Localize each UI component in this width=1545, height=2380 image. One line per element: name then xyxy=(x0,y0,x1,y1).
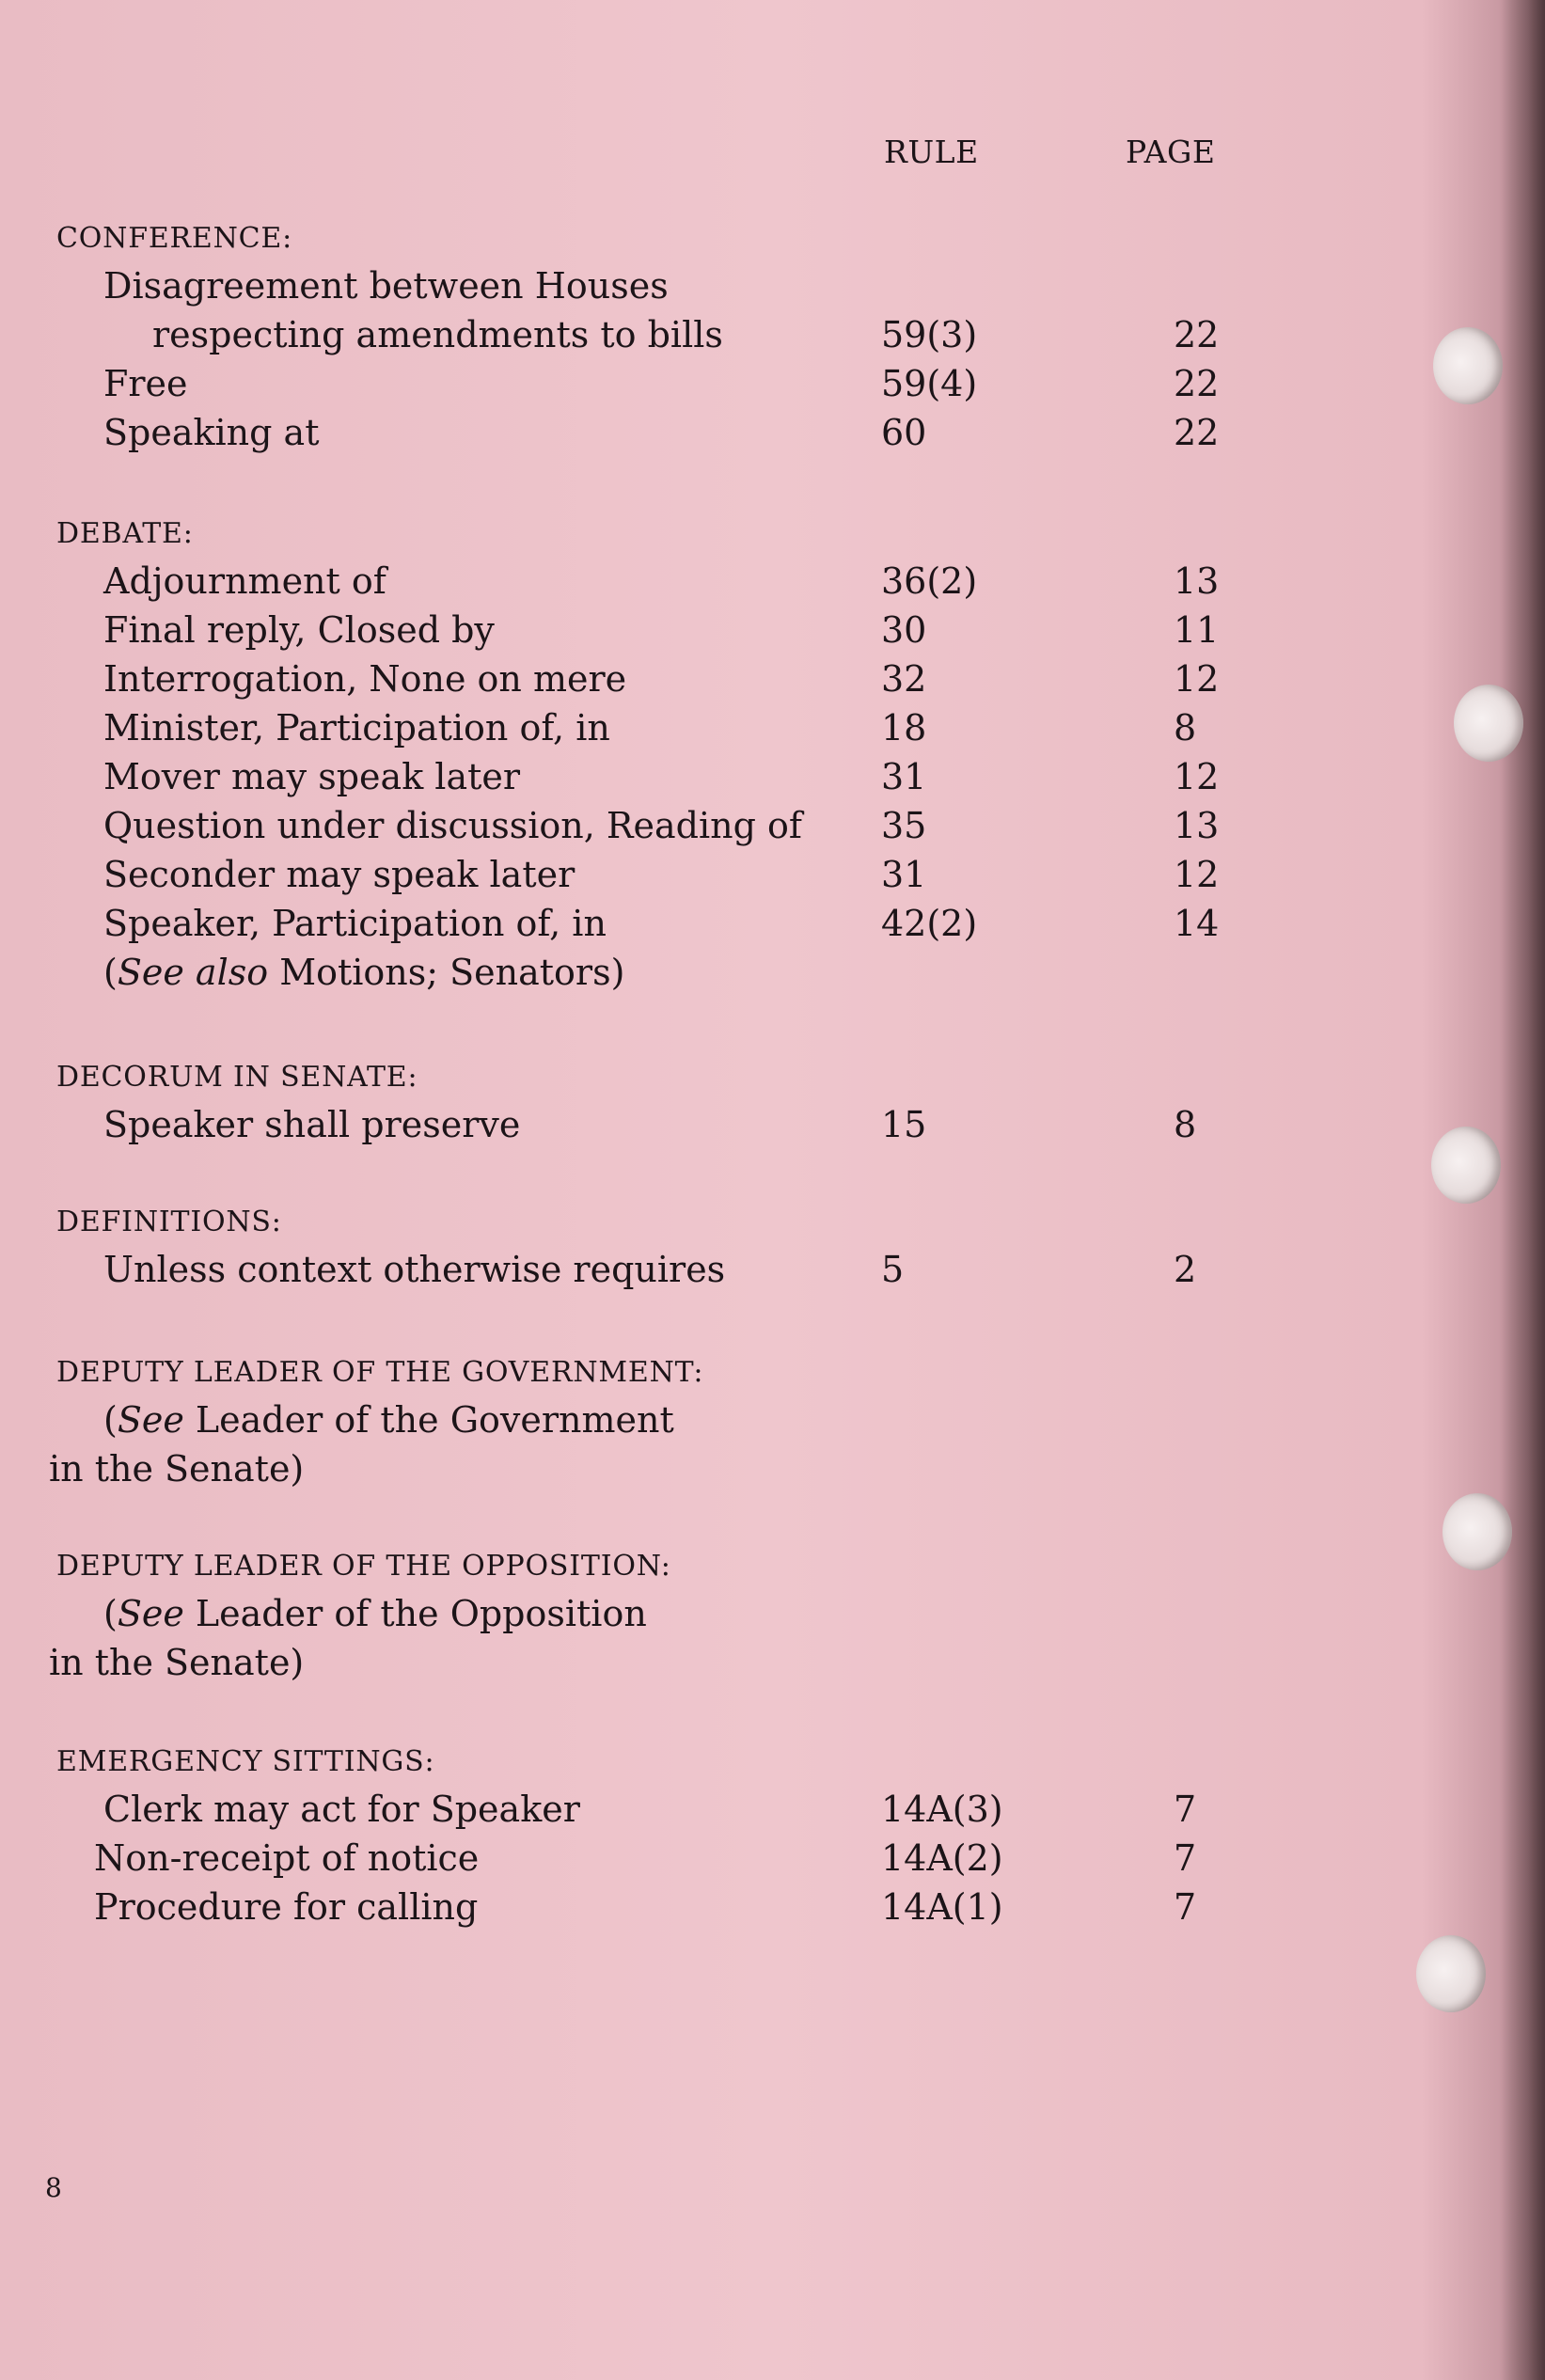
column-header-rule: RULE xyxy=(884,134,979,170)
binder-hole-icon xyxy=(1416,1935,1486,2012)
see-reference xyxy=(0,1593,1316,1640)
index-entry xyxy=(0,412,1316,459)
index-entry xyxy=(0,1104,1316,1151)
entry-label: Minister, Participation of, in xyxy=(103,707,610,749)
entry-rule: 5 xyxy=(881,1249,905,1290)
binder-hole-icon xyxy=(1433,327,1503,404)
section-title: CONFERENCE: xyxy=(56,222,293,255)
index-entry xyxy=(0,854,1316,901)
index-entry xyxy=(0,805,1316,852)
index-entry xyxy=(0,1789,1316,1836)
see-text-continued: in the Senate) xyxy=(49,1448,305,1489)
entry-rule: 14A(3) xyxy=(881,1789,1003,1830)
index-entry xyxy=(0,1886,1316,1933)
entry-label: Interrogation, None on mere xyxy=(103,658,627,700)
entry-page: 8 xyxy=(1174,1104,1197,1145)
entry-rule: 36(2) xyxy=(881,560,978,602)
entry-label: Question under discussion, Reading of xyxy=(103,805,802,846)
index-entry xyxy=(0,707,1316,754)
see-text: (See Leader of the Opposition xyxy=(103,1593,647,1634)
entry-label: Disagreement between Houses xyxy=(103,265,669,307)
binder-hole-icon xyxy=(1431,1127,1501,1204)
see-reference-continued xyxy=(0,1448,1316,1495)
entry-rule: 31 xyxy=(881,756,927,797)
see-target: Leader of the Opposition xyxy=(183,1593,647,1634)
entry-rule: 59(3) xyxy=(881,314,978,355)
entry-page: 11 xyxy=(1174,609,1220,651)
entry-rule: 14A(1) xyxy=(881,1886,1003,1928)
see-also-word: See also xyxy=(117,952,269,993)
index-entry xyxy=(0,560,1316,607)
section-title: DEPUTY LEADER OF THE OPPOSITION: xyxy=(56,1550,671,1583)
page-edge-shadow xyxy=(1502,0,1545,2380)
entry-page: 8 xyxy=(1174,707,1197,749)
entry-page: 22 xyxy=(1174,412,1220,453)
entry-page: 7 xyxy=(1174,1886,1197,1928)
entry-rule: 42(2) xyxy=(881,903,978,944)
entry-rule: 32 xyxy=(881,658,927,700)
see-also-targets: Motions; Senators) xyxy=(268,952,625,993)
entry-label: Clerk may act for Speaker xyxy=(103,1789,580,1830)
section-title: DEFINITIONS: xyxy=(56,1206,282,1238)
entry-rule: 18 xyxy=(881,707,927,749)
binder-hole-icon xyxy=(1454,685,1523,762)
entry-label: Unless context otherwise requires xyxy=(103,1249,726,1290)
entry-label: Speaking at xyxy=(103,412,320,453)
entry-page: 2 xyxy=(1174,1249,1197,1290)
section-title: DEPUTY LEADER OF THE GOVERNMENT: xyxy=(56,1356,704,1389)
entry-rule: 59(4) xyxy=(881,363,978,404)
entry-label: Non-receipt of notice xyxy=(94,1837,480,1879)
see-also-reference xyxy=(0,952,1316,999)
entry-label: respecting amendments to bills xyxy=(152,314,723,355)
entry-page: 12 xyxy=(1174,854,1220,895)
index-entry xyxy=(0,265,1316,312)
entry-page: 22 xyxy=(1174,314,1220,355)
entry-rule: 15 xyxy=(881,1104,927,1145)
index-entry xyxy=(0,658,1316,705)
entry-label: Procedure for calling xyxy=(94,1886,479,1928)
entry-rule: 60 xyxy=(881,412,927,453)
index-entry xyxy=(0,314,1316,361)
entry-page: 12 xyxy=(1174,658,1220,700)
page-number: 8 xyxy=(45,2172,62,2203)
entry-label: Adjournment of xyxy=(103,560,386,602)
index-entry xyxy=(0,1837,1316,1884)
entry-page: 12 xyxy=(1174,756,1220,797)
see-word: See xyxy=(117,1399,184,1441)
entry-label: Speaker, Participation of, in xyxy=(103,903,607,944)
entry-label: Free xyxy=(103,363,188,404)
section-title: DEBATE: xyxy=(56,517,194,550)
entry-label: Final reply, Closed by xyxy=(103,609,495,651)
index-entry xyxy=(0,363,1316,410)
entry-page: 14 xyxy=(1174,903,1220,944)
paren-open: ( xyxy=(103,952,118,993)
index-entry xyxy=(0,1249,1316,1296)
section-title: EMERGENCY SITTINGS: xyxy=(56,1745,435,1778)
entry-label: Seconder may speak later xyxy=(103,854,575,895)
entry-page: 7 xyxy=(1174,1789,1197,1830)
column-header-page: PAGE xyxy=(1126,134,1216,170)
index-entry xyxy=(0,903,1316,950)
entry-page: 7 xyxy=(1174,1837,1197,1879)
entry-rule: 35 xyxy=(881,805,927,846)
entry-rule: 14A(2) xyxy=(881,1837,1003,1879)
see-also-text xyxy=(103,952,624,993)
binder-hole-icon xyxy=(1443,1493,1512,1570)
entry-page: 13 xyxy=(1174,805,1220,846)
index-entry xyxy=(0,609,1316,656)
entry-label: Mover may speak later xyxy=(103,756,521,797)
entry-rule: 31 xyxy=(881,854,927,895)
section-title: DECORUM IN SENATE: xyxy=(56,1061,418,1094)
index-entry xyxy=(0,756,1316,803)
see-reference xyxy=(0,1399,1316,1446)
see-text: (See Leader of the Government xyxy=(103,1399,674,1441)
see-reference-continued xyxy=(0,1642,1316,1689)
entry-page: 22 xyxy=(1174,363,1220,404)
see-word: See xyxy=(117,1593,184,1634)
entry-page: 13 xyxy=(1174,560,1220,602)
entry-rule: 30 xyxy=(881,609,927,651)
entry-label: Speaker shall preserve xyxy=(103,1104,521,1145)
see-target: Leader of the Government xyxy=(183,1399,674,1441)
see-text-continued: in the Senate) xyxy=(49,1642,305,1683)
